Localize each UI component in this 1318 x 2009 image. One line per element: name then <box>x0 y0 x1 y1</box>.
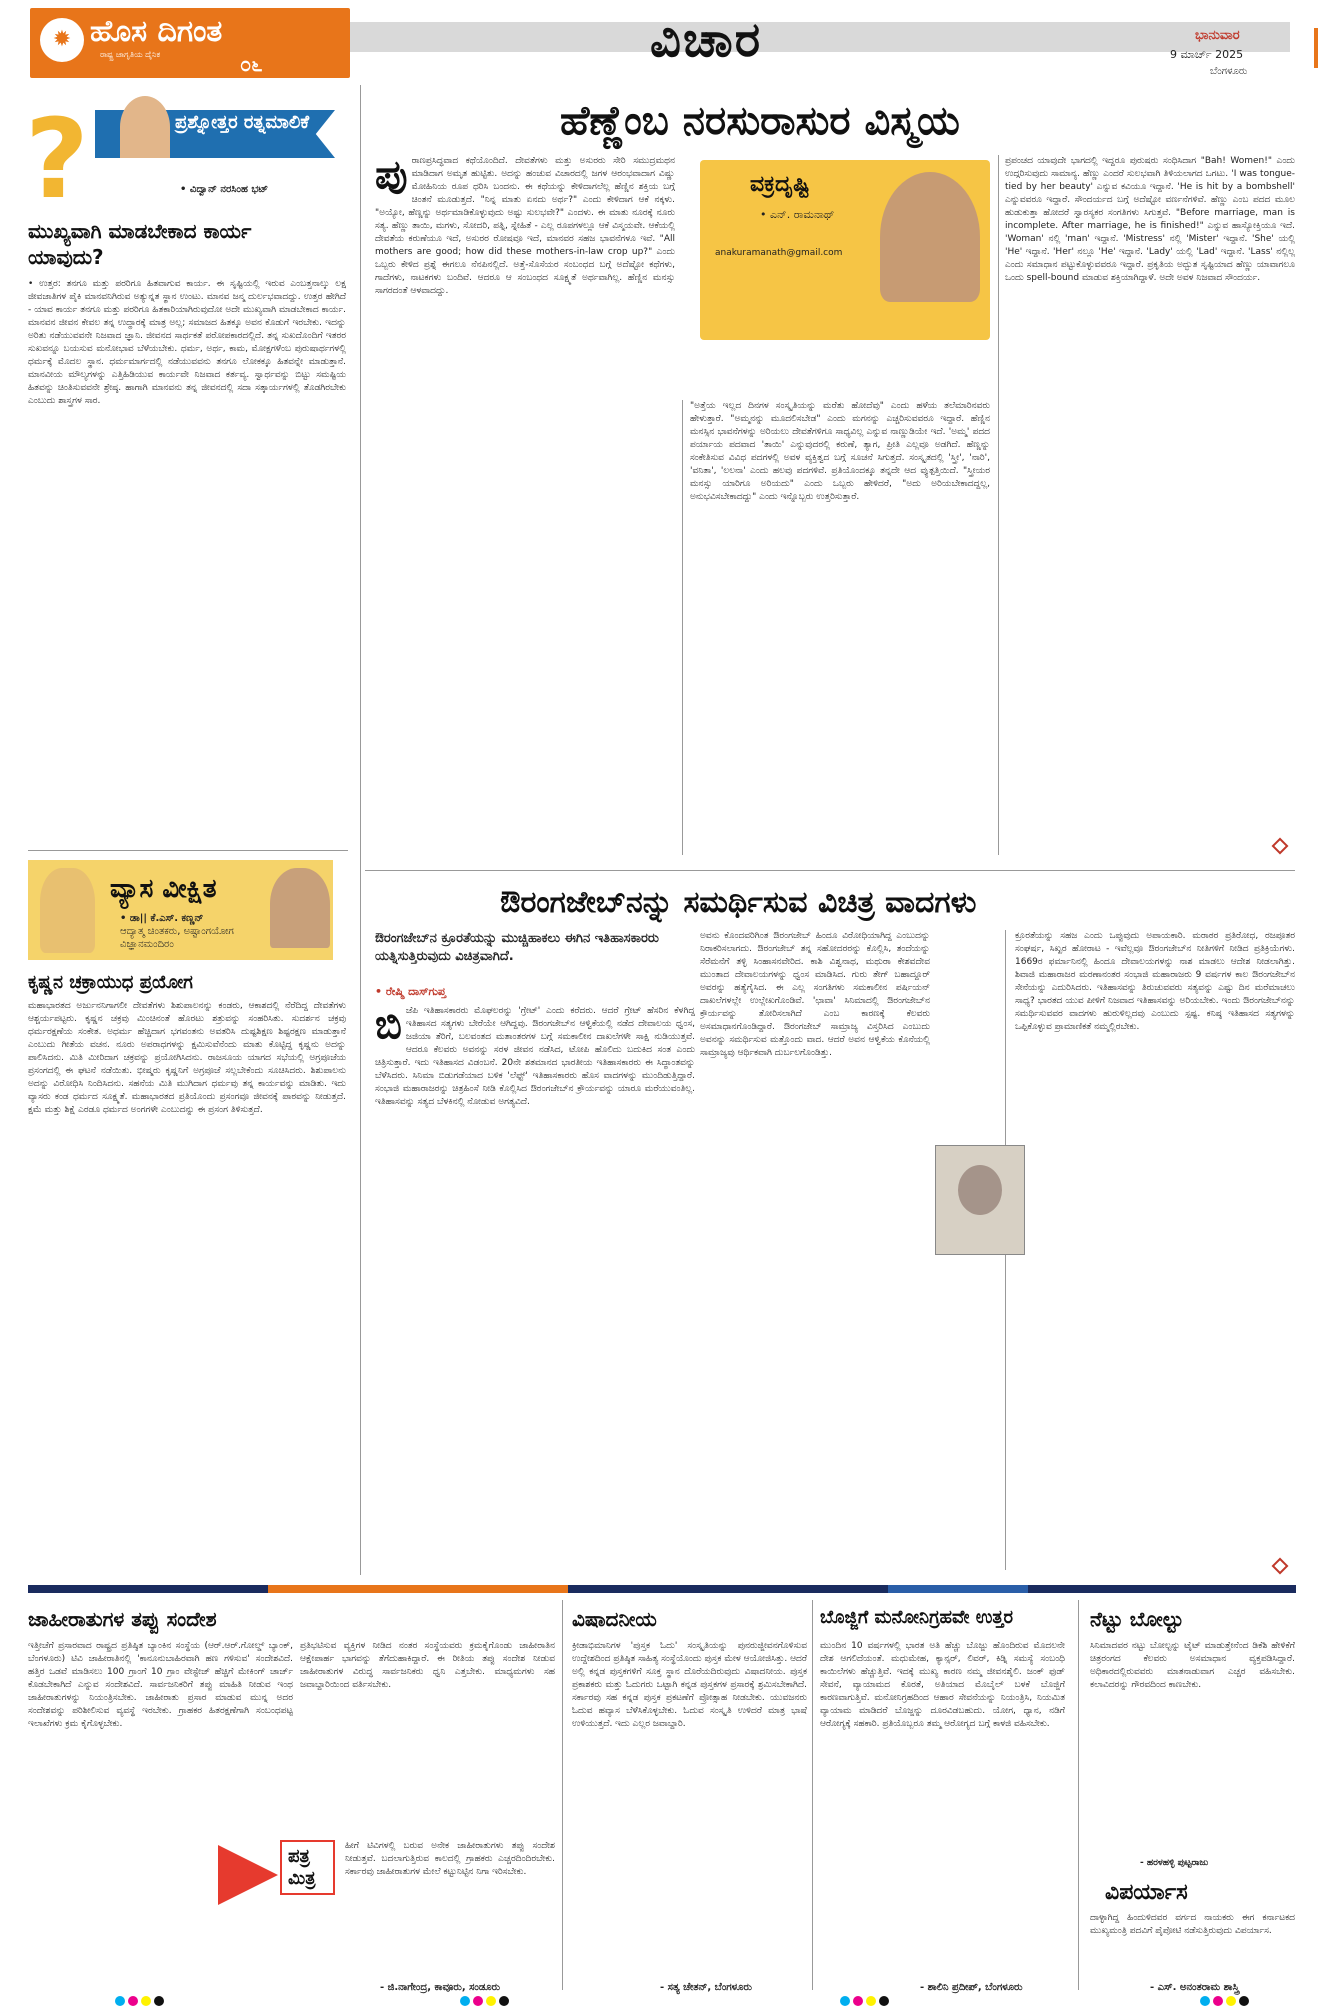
aurangzeb-headline: ಔರಂಗಜೇಬ್‌ನನ್ನು ಸಮರ್ಥಿಸುವ ವಿಚಿತ್ರ ವಾದಗಳು <box>500 885 977 920</box>
letter-nettu-signature: - ಹರಳಹಳ್ಳಿ ಪುಟ್ಟರಾಜು <box>1140 1858 1209 1868</box>
main-drop-cap: ಪು <box>375 155 408 198</box>
column-rule <box>998 155 999 855</box>
aurangzeb-drop-cap: ಬಿ <box>375 1005 402 1048</box>
masthead <box>30 8 1290 78</box>
registration-dot <box>866 1996 876 2006</box>
letter-nettu-body: ಸಿನಿಮಾದವರ ನಟ್ಟು ಬೋಲ್ಟನ್ನು ಟೈಟ್ ಮಾಡುತ್ತೇನೆಂದ ಡಿಕೆಶಿ ಹೇಳಿಕೆಗೆ ಚಿತ್ರರಂಗದ ಕೆಲವರು ಅಸಮಾಧಾನ ವ್ಯಕ್ತಪಡಿಸಿದ್ದಾರೆ. ಅಧಿಕಾರದಲ್ಲಿರುವವರು ಮಾತನಾಡುವಾಗ ಎಚ್ಚರ ವಹಿಸಬೇಕು. ಕಲಾವಿದರನ್ನು ಗೌರವದಿಂದ ಕಾಣಬೇಕು. <box>1090 1641 1295 1690</box>
brand-tagline: ರಾಷ್ಟ್ರ ಜಾಗೃತಿಯ ದೈನಿಕ <box>100 50 161 59</box>
registration-marks <box>460 1996 509 2006</box>
registration-dot <box>115 1996 125 2006</box>
column-rule <box>682 400 683 855</box>
registration-dot <box>1200 1996 1210 2006</box>
registration-marks <box>840 1996 889 2006</box>
vyasa-author-name: • ಡಾ|| ಕೆ.ಎಸ್. ಕಣ್ಣನ್ <box>120 913 204 924</box>
vyasa-illustration <box>40 868 95 953</box>
letter-viparyasa-headline: ವಿಪರ್ಯಾಸ <box>1105 1880 1188 1905</box>
aurangzeb-col2: ಅವನು ಕೊಂದವರಿಗಿಂತ ಔರಂಗಜೇಬ್ ಹಿಂದೂ ವಿರೋಧಿಯಾಗಿದ್ದ ಎಂಬುದನ್ನು ನಿರಾಕರಿಸಲಾಗದು. ಔರಂಗಜೇಬ್ ತನ್ನ ಸಹೋದರರನ್ನು ಕೊಲ್ಲಿಸಿ, ತಂದೆಯನ್ನು ಸೆರೆಮನೆಗೆ ತಳ್ಳಿ ಸಿಂಹಾಸನವೇರಿದ. ಕಾಶಿ ವಿಶ್ವನಾಥ, ಮಥುರಾ ಕೇಶವದೇವ ಮುಂತಾದ ದೇವಾಲಯಗಳನ್ನು ಧ್ವಂಸ ಮಾಡಿಸಿದ. ಗುರು ತೇಗ್ ಬಹಾದ್ದೂರ್ ಅವರನ್ನು ಹತ್ಯೆಗೈಸಿದ. ಈ ಎಲ್ಲ ಸಂಗತಿಗಳು ಸಮಕಾಲೀನ ಪರ್ಷಿಯನ್ ದಾಖಲೆಗಳಲ್ಲೇ ಉಲ್ಲೇಖಗೊಂಡಿವೆ. 'ಛಾವಾ' ಸಿನಿಮಾದಲ್ಲಿ ಔರಂಗಜೇಬ್‌ನ ಕ್ರೌರ್ಯವನ್ನು ತೋರಿಸಲಾಗಿದೆ ಎಂಬ ಕಾರಣಕ್ಕೆ ಕೆಲವರು ಅಸಮಾಧಾನಗೊಂಡಿದ್ದಾರೆ. ಔರಂಗಜೇಬ್ ಸಾಮ್ರಾಜ್ಯ ವಿಸ್ತರಿಸಿದ ಎಂಬುದು ಅವನನ್ನು ಸಮರ್ಥಿಸುವ ಮತ್ತೊಂದು ವಾದ. ಆದರೆ ಅವನ ಆಳ್ವಿಕೆಯ ಕೊನೆಯಲ್ಲಿ ಸಾಮ್ರಾಜ್ಯವು ಆರ್ಥಿಕವಾಗಿ ದುರ್ಬಲಗೊಂಡಿತ್ತು. <box>700 931 930 1058</box>
qa-author-photo <box>120 96 170 158</box>
vyasa-author <box>120 912 270 951</box>
registration-dot <box>1226 1996 1236 2006</box>
registration-dot <box>1213 1996 1223 2006</box>
main-article-col2: "ಅತ್ತೆಯ ಇಲ್ಲದ ದಿನಗಳ ಸಂಸ್ಕೃತಿಯನ್ನು ಮರೆತು ಹೋದೆವು" ಎಂದು ಹಳೆಯ ತಲೆಮಾರಿನವರು ಹೇಳುತ್ತಾರೆ. "ಅಮ್ಮನನ್ನು ಮೂದಲಿಸಬೇಡ" ಎಂದು ಮಗನನ್ನು ಎಚ್ಚರಿಸುವವರೂ ಇದ್ದಾರೆ. ಹೆಣ್ಣಿನ ಮನಸ್ಸಿನ ಭಾವನೆಗಳನ್ನು ಅರಿಯಲು ದೇವತೆಗಳಿಗೂ ಸಾಧ್ಯವಿಲ್ಲ ಎನ್ನುವ ನಾಣ್ಣುಡಿಯೇ ಇದೆ. 'ಅಮ್ಮ' ಪದದ ಪರ್ಯಾಯ ಪದವಾದ 'ತಾಯಿ' ಎನ್ನುವುದರಲ್ಲಿ ಕರುಣೆ, ತ್ಯಾಗ, ಪ್ರೀತಿ ಎಲ್ಲವೂ ಅಡಗಿದೆ. ಹೆಣ್ಣನ್ನು ಸಂಕೇತಿಸುವ ವಿವಿಧ ಪದಗಳಲ್ಲಿ ಅವಳ ವ್ಯಕ್ತಿತ್ವದ ಬಗ್ಗೆ ಸೂಚನೆ ಸಿಗುತ್ತದೆ. ಸಂಸ್ಕೃತದಲ್ಲಿ 'ಸ್ತ್ರೀ', 'ನಾರಿ', 'ವನಿತಾ', 'ಲಲನಾ' ಎಂದು ಹಲವು ಪದಗಳಿವೆ. ಪ್ರತಿಯೊಂದಕ್ಕೂ ತನ್ನದೇ ಆದ ವ್ಯುತ್ಪತ್ತಿಯಿದೆ. "ಸ್ತ್ರೀಯರ ಮನಸ್ಸು ಯಾರಿಗೂ ಅರಿಯದು" ಎಂದು ಒಬ್ಬರು ಹೇಳಿದರೆ, "ಅದು ಅರಿಯಬೇಕಾದದ್ದಲ್ಲ, ಅನುಭವಿಸಬೇಕಾದದ್ದು" ಎಂದು ಇನ್ನೊಬ್ಬರು ಉತ್ತರಿಸುತ್ತಾರೆ. <box>690 401 990 502</box>
letter-vishada-body: ಕ್ರೀಡಾಭಿಮಾನಿಗಳ 'ಪುಸ್ತಕ ಓದು' ಸಂಸ್ಕೃತಿಯನ್ನು ಪುನರುಜ್ಜೀವನಗೊಳಿಸುವ ಉದ್ದೇಶದಿಂದ ಪ್ರತಿಷ್ಠಿತ ಸಾಹಿತ್ಯ ಸಂಸ್ಥೆಯೊಂದು ಪುಸ್ತಕ ಮೇಳ ಆಯೋಜಿಸಿತ್ತು. ಆದರೆ ಅಲ್ಲಿ ಕನ್ನಡ ಪುಸ್ತಕಗಳಿಗೆ ಸೂಕ್ತ ಸ್ಥಾನ ದೊರೆಯದಿರುವುದು ವಿಷಾದನೀಯ. ಪುಸ್ತಕ ಪ್ರಕಾಶಕರು ಮತ್ತು ಓದುಗರು ಒಟ್ಟಾಗಿ ಕನ್ನಡ ಪುಸ್ತಕಗಳ ಪ್ರಸಾರಕ್ಕೆ ಶ್ರಮಿಸಬೇಕಾಗಿದೆ. ಸರ್ಕಾರವು ಸಹ ಕನ್ನಡ ಪುಸ್ತಕ ಪ್ರಕಟಣೆಗೆ ಪ್ರೋತ್ಸಾಹ ನೀಡಬೇಕು. ಯುವಜನರು ಓದುವ ಹವ್ಯಾಸ ಬೆಳೆಸಿಕೊಳ್ಳಬೇಕು. ಓದುವ ಸಂಸ್ಕೃತಿ ಉಳಿದರೆ ಮಾತ್ರ ಭಾಷೆ ಉಳಿಯುತ್ತದೆ. ಇದು ಎಲ್ಲರ ಜವಾಬ್ದಾರಿ. <box>572 1641 807 1729</box>
letter-vishada-signature: - ಸತ್ಯ ಚೇತನ್, ಬೆಂಗಳೂರು <box>660 1982 752 1993</box>
letter-ad-col1: ಇತ್ತೀಚೆಗೆ ಪ್ರಸಾರವಾದ ರಾಷ್ಟ್ರದ ಪ್ರತಿಷ್ಠಿತ ಬ್ಯಾಂಕಿನ ಸಂಸ್ಥೆಯ (ಆರ್.ಆರ್.ಗೋಲ್ಡ್ ಬ್ಯಾಂಕ್, ಬೆಂಗಳೂರು) ಟಿವಿ ಜಾಹೀರಾತಿನಲ್ಲಿ 'ಕಾನೂನುಬಾಹಿರವಾಗಿ ಹಣ ಗಳಿಸುವ' ಸಂದೇಶವಿದೆ. ಹತ್ತಿರ ಒಡವೆ ಮಾಡಿಸಲು 100 ಗ್ರಾಂಗೆ 10 ಗ್ರಾಂ ವೇಸ್ಟೇಜ್ ಹೆಚ್ಚಿಗೆ ಮೇಕಿಂಗ್ ಚಾರ್ಜ್ ಕೊಡಬೇಕಾಗಿದೆ ಎನ್ನುವ ಸಂದೇಶವಿದೆ. ಸಾರ್ವಜನಿಕರಿಗೆ ತಪ್ಪು ಮಾಹಿತಿ ನೀಡುವ ಇಂಥ ಜಾಹೀರಾತುಗಳನ್ನು ನಿಯಂತ್ರಿಸಬೇಕು. ಜಾಹೀರಾತು ಪ್ರಸಾರ ಮಾಡುವ ಮುನ್ನ ಅದರ ಸಂದೇಶವನ್ನು ಪರಿಶೀಲಿಸುವ ವ್ಯವಸ್ಥೆ ಇರಬೇಕು. ಗ್ರಾಹಕರ ಹಿತರಕ್ಷಣೆಗಾಗಿ ಸಂಬಂಧಪಟ್ಟ ಇಲಾಖೆಗಳು ಕ್ರಮ ಕೈಗೊಳ್ಳಬೇಕು. <box>28 1641 293 1729</box>
letter-vishada-headline: ವಿಷಾದನೀಯ <box>572 1607 657 1631</box>
section-title: ವಿಚಾರ <box>650 12 763 68</box>
registration-dot <box>486 1996 496 2006</box>
registration-marks <box>115 1996 164 2006</box>
section-rule <box>365 870 1295 871</box>
masthead-band <box>350 22 1290 52</box>
letter-bojja-headline: ಬೊಜ್ಜಿಗೆ ಮನೋನಿಗ್ರಹವೇ ಉತ್ತರ <box>820 1607 1014 1628</box>
question-mark-icon: ? <box>25 95 89 223</box>
main-article-col1-text: ರಾಣಪ್ರಸಿದ್ಧವಾದ ಕಥೆಯೊಂದಿದೆ. ದೇವತೆಗಳು ಮತ್ತು ಅಸುರರು ಸೇರಿ ಸಮುದ್ರಮಥನ ಮಾಡಿದಾಗ ಅಮೃತ ಹುಟ್ಟಿತು. ಅದನ್ನು ಹಂಚುವ ವಿಚಾರದಲ್ಲಿ ಜಗಳ ಆರಂಭವಾದಾಗ ವಿಷ್ಣು ಮೋಹಿನಿಯ ರೂಪ ಧರಿಸಿ ಬಂದನು. ಈ ಕಥೆಯನ್ನು ಕೇಳಿದಾಗಲೆಲ್ಲ ಹೆಣ್ಣಿನ ಶಕ್ತಿಯ ಬಗ್ಗೆ ಚಿಂತನೆ ಮೂಡುತ್ತದೆ. "ನಿನ್ನ ಮಾತು ಏನದು ಅರ್ಥ?" ಎಂದು ಕೇಳಿದಾಗ ಆಕೆ ನಕ್ಕಳು. "ಅಯ್ಯೋ, ಹೆಣ್ಣನ್ನು ಅರ್ಥಮಾಡಿಕೊಳ್ಳುವುದು ಅಷ್ಟು ಸುಲಭವೇ?" ಎಂದಳು. ಈ ಮಾತು ನೂರಕ್ಕೆ ನೂರು ಸತ್ಯ. ಹೆಣ್ಣು ತಾಯಿ, ಮಗಳು, ಸೋದರಿ, ಪತ್ನಿ, ಸ್ನೇಹಿತೆ - ಎಲ್ಲ ರೂಪಗಳಲ್ಲೂ ಆಕೆ ವಿಸ್ಮಯವೇ. ಆಕೆಯಲ್ಲಿ ದೇವತೆಯ ಕರುಣೆಯೂ ಇದೆ, ಅಸುರರ ರೋಷವೂ ಇದೆ, ಮಾನವರ ಸಹಜ ಭಾವನೆಗಳೂ ಇವೆ. "All mothers are good; how did these mothers-in-law crop up?" ಎಂದು ಒಬ್ಬರು ಕೇಳಿದ ಪ್ರಶ್ನೆ ಈಗಲೂ ನೆನಪಿನಲ್ಲಿದೆ. ಅತ್ತೆ-ಸೊಸೆಯರ ಸಂಬಂಧದ ಬಗ್ಗೆ ಅದೆಷ್ಟೋ ಕಥೆಗಳು, ಗಾದೆಗಳು, ನಾಟಕಗಳು ಬಂದಿವೆ. ಆದರೂ ಆ ಸಂಬಂಧದ ಸೂಕ್ಷ್ಮತೆ ಅರ್ಥವಾಗಿಲ್ಲ. ಹೆಣ್ಣಿನ ಮನಸ್ಸು ಸಾಗರದಂತೆ ಆಳವಾದದ್ದು. <box>375 156 675 296</box>
letters-band <box>28 1585 1296 1593</box>
patra-mitra-logo-icon <box>218 1845 278 1905</box>
vyasa-headline: ಕೃಷ್ಣನ ಚಕ್ರಾಯುಧ ಪ್ರಯೋಗ <box>28 972 193 993</box>
registration-dot <box>879 1996 889 2006</box>
registration-dot <box>1239 1996 1249 2006</box>
main-article-col3: ಪ್ರಪಂಚದ ಯಾವುದೇ ಭಾಗದಲ್ಲಿ ಇದ್ದರೂ ಪುರುಷರು ಸಂಧಿಸಿದಾಗ "Bah! Women!" ಎಂದು ಉದ್ಗರಿಸುವುದು ಸಾಮಾನ್ಯ. ಹೆಣ್ಣು ಎಂದರೆ ಸುಲಭವಾಗಿ ತಿಳಿಯಲಾಗದ ಒಗಟು. 'I was tongue-tied by her beauty' ಎನ್ನುವ ಕವಿಯೂ ಇದ್ದಾನೆ. 'He is hit by a bombshell' ಎನ್ನುವವರೂ ಇದ್ದಾರೆ. ಸೌಂದರ್ಯದ ಬಗ್ಗೆ ಅದೆಷ್ಟೋ ವರ್ಣನೆಗಳಿವೆ. ಹೆಣ್ಣು ಎಂಬ ಪದದ ಮೂಲ ಹುಡುಕುತ್ತಾ ಹೋದರೆ ಸ್ವಾರಸ್ಯಕರ ಸಂಗತಿಗಳು ಸಿಗುತ್ತವೆ. "Before marriage, man is incomplete. After marriage, he is finished!" ಎನ್ನುವ ಹಾಸ್ಯೋಕ್ತಿಯೂ ಇದೆ. 'Woman' ನಲ್ಲಿ 'man' ಇದ್ದಾನೆ. 'Mistress' ನಲ್ಲಿ 'Mister' ಇದ್ದಾನೆ. 'She' ಯಲ್ಲಿ 'He' ಇದ್ದಾನೆ. 'Her' ನಲ್ಲೂ 'He' ಇದ್ದಾನೆ. 'Lady' ಯಲ್ಲಿ 'Lad' ಇದ್ದಾನೆ. 'Lass' ನಲ್ಲಿಲ್ಲ ಎಂದು ಸಮಾಧಾನ ಪಟ್ಟುಕೊಳ್ಳುವವರೂ ಇದ್ದಾರೆ. ಪ್ರಕೃತಿಯ ಅದ್ಭುತ ಸೃಷ್ಟಿಯಾದ ಹೆಣ್ಣು ಯಾವಾಗಲೂ ಒಂದು spell-bound ಮಾಡುವ ಶಕ್ತಿಯಾಗಿದ್ದಾಳೆ. ಅದೇ ಅವಳ ನಿಜವಾದ ಸೌಂದರ್ಯ. <box>1005 156 1295 283</box>
column-rule <box>562 1600 563 1990</box>
letter-viparyasa-body: ದಾಳ್ಳಾಗಿದ್ದ ಹಿಂದುಳಿದವರ ವರ್ಗದ ನಾಯಕರು ಈಗ ಕರ್ನಾಟಕದ ಮುಖ್ಯಮಂತ್ರಿ ಪದವಿಗೆ ಪೈಪೋಟಿ ನಡೆಸುತ್ತಿರುವುದು ವಿಪರ್ಯಾಸ. <box>1090 1913 1295 1936</box>
vakra-author-photo <box>880 172 980 302</box>
letter-ad-signature: - ಜಿ.ನಾಗೇಂದ್ರ, ಕಾವೂರು, ಸಂಡೂರು <box>380 1982 501 1993</box>
aurangzeb-col1 <box>375 1005 695 1565</box>
vyasa-author-role: ಆದ್ಯಾತ್ಮ ಚಿಂತಕರು, ಅಷ್ಟಾಂಗಯೋಗ ವಿಜ್ಞಾನಮಂದಿರಂ <box>120 926 234 950</box>
aurangzeb-deck: ಔರಂಗಜೇಬ್‌ನ ಕ್ರೂರತೆಯನ್ನು ಮುಚ್ಚಿಹಾಕಲು ಈಗಿನ ಇತಿಹಾಸಕಾರರು ಯತ್ನಿಸುತ್ತಿರುವುದು ವಿಚಿತ್ರವಾಗಿದೆ. <box>375 931 659 964</box>
letter-bojja-signature: - ಶಾಲಿನಿ ಪ್ರದೀಪ್, ಬೆಂಗಳೂರು <box>920 1982 1023 1993</box>
letter-ad-headline: ಜಾಹೀರಾತುಗಳ ತಪ್ಪು ಸಂದೇಶ <box>28 1607 217 1631</box>
masthead-accent <box>1314 28 1318 68</box>
registration-dot <box>460 1996 470 2006</box>
registration-dot <box>499 1996 509 2006</box>
aurangzeb-col1-text: ಜೆಪಿ ಇತಿಹಾಸಕಾರರು ಮೊಘಲರನ್ನು 'ಗ್ರೇಟ್' ಎಂದು ಕರೆದರು. ಆದರೆ ಗ್ರೇಟ್ ಹೆಸರಿನ ಕೆಳಗಿದ್ದ ಇತಿಹಾಸದ ಸತ್ಯಗಳು ಬೇರೆಯೇ ಆಗಿದ್ದವು. ಔರಂಗಜೇಬ್‌ನ ಆಳ್ವಿಕೆಯಲ್ಲಿ ನಡೆದ ದೇವಾಲಯ ಧ್ವಂಸ, ಜಜಿಯಾ ತೆರಿಗೆ, ಬಲವಂತದ ಮತಾಂತರಗಳ ಬಗ್ಗೆ ಸಮಕಾಲೀನ ದಾಖಲೆಗಳೇ ಸಾಕ್ಷಿ ನುಡಿಯುತ್ತವೆ. ಆದರೂ ಕೆಲವರು ಅವನನ್ನು ಸರಳ ಜೀವನ ನಡೆಸಿದ, ಟೋಪಿ ಹೊಲಿದು ಬದುಕಿದ ಸಂತ ಎಂದು ಚಿತ್ರಿಸುತ್ತಾರೆ. ಇದು ಇತಿಹಾಸದ ವಿಡಂಬನೆ. 20ನೇ ಶತಮಾನದ ಭಾರತೀಯ ಇತಿಹಾಸಕಾರರು ಈ ಸಿದ್ಧಾಂತವನ್ನು ಬೆಳೆಸಿದರು. ಸಿನಿಮಾ ಬಿಡುಗಡೆಯಾದ ಬಳಿಕ 'ಲೆಫ್ಟ್' ಇತಿಹಾಸಕಾರರು ಹೊಸ ವಾದಗಳನ್ನು ಮುಂದಿಡುತ್ತಿದ್ದಾರೆ. ಸಂಭಾಜಿ ಮಹಾರಾಜರನ್ನು ಚಿತ್ರಹಿಂಸೆ ನೀಡಿ ಕೊಲ್ಲಿಸಿದ ಔರಂಗಜೇಬ್‌ನ ಕ್ರೌರ್ಯವನ್ನು ಯಾರೂ ಮರೆಯುವಂತಿಲ್ಲ. ಇತಿಹಾಸವನ್ನು ಸತ್ಯದ ಬೆಳಕಿನಲ್ಲಿ ನೋಡುವ ಅಗತ್ಯವಿದೆ. <box>375 1006 695 1107</box>
edition-day: ಭಾನುವಾರ <box>1195 28 1240 43</box>
aurangzeb-col3: ಕ್ರೂರತೆಯನ್ನು ಸಹಜ ಎಂದು ಒಪ್ಪುವುದು ಅಪಾಯಕಾರಿ. ಮರಾಠರ ಪ್ರತಿರೋಧ, ರಜಪೂತರ ಸಂಘರ್ಷ, ಸಿಖ್ಖರ ಹೋರಾಟ - ಇವೆಲ್ಲವೂ ಔರಂಗಜೇಬ್‌ನ ನೀತಿಗಳಿಗೆ ನೀಡಿದ ಪ್ರತಿಕ್ರಿಯೆಗಳು. 1669ರ ಫರ್ಮಾನಿನಲ್ಲಿ ಹಿಂದೂ ದೇವಾಲಯಗಳನ್ನು ನಾಶ ಮಾಡಲು ಆದೇಶ ನೀಡಲಾಗಿತ್ತು. ಶಿವಾಜಿ ಮಹಾರಾಜರ ಮರಣಾನಂತರ ಸಂಭಾಜಿ ಮಹಾರಾಜರು 9 ವರ್ಷಗಳ ಕಾಲ ಔರಂಗಜೇಬ್‌ನ ಸೇನೆಯನ್ನು ಎದುರಿಸಿದರು. ಇತಿಹಾಸವನ್ನು ತಿರುಚುವವರು ಸತ್ಯವನ್ನು ಎಷ್ಟು ದಿನ ಮರೆಮಾಚಲು ಸಾಧ್ಯ? ಭಾರತದ ಯುವ ಪೀಳಿಗೆ ನಿಜವಾದ ಇತಿಹಾಸವನ್ನು ಅರಿಯಬೇಕು. ಇಂದು ಔರಂಗಜೇಬ್‌ನನ್ನು ಸಮರ್ಥಿಸುವವರ ವಾದಗಳು ಹುರುಳಿಲ್ಲದವು ಎಂಬುದು ಸ್ಪಷ್ಟ. ಕನಿಷ್ಠ ಇತಿಹಾಸದ ಸತ್ಯಗಳನ್ನು ಒಪ್ಪಿಕೊಳ್ಳುವ ಪ್ರಾಮಾಣಿಕತೆ ನಮ್ಮಲ್ಲಿರಬೇಕು. <box>1015 931 1295 1032</box>
vyasa-title: ವ್ಯಾಸ ವೀಕ್ಷಿತ <box>110 874 217 904</box>
column-rule <box>812 1600 813 1990</box>
column-rule <box>360 85 361 1575</box>
page-number: ೦೬ <box>240 52 263 76</box>
section-rule <box>28 850 348 851</box>
letter-nettu-headline: ನೆಟ್ಟು ಬೋಲ್ಟು <box>1090 1607 1184 1631</box>
registration-dot <box>853 1996 863 2006</box>
brand-name: ಹೊಸ ದಿಗಂತ <box>90 14 223 49</box>
registration-dot <box>840 1996 850 2006</box>
qa-question: ಮುಖ್ಯವಾಗಿ ಮಾಡಬೇಕಾದ ಕಾರ್ಯ ಯಾವುದು? <box>28 219 252 269</box>
letter-bojja-body: ಮುಂದಿನ 10 ವರ್ಷಗಳಲ್ಲಿ ಭಾರತ ಅತಿ ಹೆಚ್ಚು ಬೊಜ್ಜು ಹೊಂದಿರುವ ಮೊದಲನೇ ದೇಶ ಆಗಲಿದೆಯಂತೆ. ಮಧುಮೇಹ, ಕ್ಯಾನ್ಸರ್, ಲಿವರ್, ಕಿಡ್ನಿ ಸಮಸ್ಯೆ ಸಂಬಂಧಿ ಕಾಯಿಲೆಗಳು ಹೆಚ್ಚುತ್ತಿವೆ. ಇದಕ್ಕೆ ಮುಖ್ಯ ಕಾರಣ ನಮ್ಮ ಜೀವನಶೈಲಿ. ಜಂಕ್ ಫುಡ್ ಸೇವನೆ, ವ್ಯಾಯಾಮದ ಕೊರತೆ, ಅತಿಯಾದ ಮೊಬೈಲ್ ಬಳಕೆ ಬೊಜ್ಜಿಗೆ ಕಾರಣವಾಗುತ್ತಿವೆ. ಮನೋನಿಗ್ರಹದಿಂದ ಆಹಾರ ಸೇವನೆಯನ್ನು ನಿಯಂತ್ರಿಸಿ, ನಿಯಮಿತ ವ್ಯಾಯಾಮ ಮಾಡಿದರೆ ಬೊಜ್ಜನ್ನು ದೂರವಿಡಬಹುದು. ಯೋಗ, ಧ್ಯಾನ, ನಡಿಗೆ ಆರೋಗ್ಯಕ್ಕೆ ಸಹಕಾರಿ. ಪ್ರತಿಯೊಬ್ಬರೂ ತಮ್ಮ ಆರೋಗ್ಯದ ಬಗ್ಗೆ ಕಾಳಜಿ ವಹಿಸಬೇಕು. <box>820 1641 1065 1729</box>
qa-author: • ವಿದ್ವಾನ್ ನರಸಿಂಹ ಭಟ್ <box>180 184 269 195</box>
main-headline: ಹೆಣ್ಣೆಂಬ ನರಸುರಾಸುರ ವಿಸ್ಮಯ <box>560 98 960 144</box>
registration-dot <box>154 1996 164 2006</box>
column-rule <box>1078 1600 1079 1990</box>
edition-city: ಬೆಂಗಳೂರು <box>1210 66 1248 77</box>
vyasa-author-photo <box>270 868 330 948</box>
aurangzeb-portrait-face <box>958 1165 1002 1215</box>
registration-marks <box>1200 1996 1249 2006</box>
letter-ad-col2: ಪ್ರತಿಭಟಿಸುವ ವ್ಯಕ್ತಿಗಳ ನೀಡಿದ ನಂತರ ಸಂಸ್ಥೆಯವರು ಕ್ರಮಕೈಗೊಂಡು ಜಾಹೀರಾತಿನ ಆಕ್ಷೇಪಾರ್ಹ ಭಾಗವನ್ನು ತೆಗೆದುಹಾಕಿದ್ದಾರೆ. ಈ ರೀತಿಯ ತಪ್ಪು ಸಂದೇಶ ನೀಡುವ ಜಾಹೀರಾತುಗಳ ವಿರುದ್ಧ ಸಾರ್ವಜನಿಕರು ಧ್ವನಿ ಎತ್ತಬೇಕು. ಮಾಧ್ಯಮಗಳು ಸಹ ಜವಾಬ್ದಾರಿಯಿಂದ ವರ್ತಿಸಬೇಕು. <box>300 1641 555 1690</box>
patra-mitra-logo-text: ಪತ್ರ ಮಿತ್ರ <box>288 1846 316 1889</box>
vakra-author: • ಎನ್. ರಾಮನಾಥ್ <box>760 208 835 221</box>
letter-viparyasa-signature: - ಎಸ್. ಅನಂತರಾಮ ಶಾಸ್ತ್ರಿ <box>1150 1982 1240 1993</box>
registration-dot <box>128 1996 138 2006</box>
qa-banner-title: ಪ್ರಶ್ನೋತ್ತರ ರತ್ನಮಾಲಿಕೆ <box>175 112 310 133</box>
vakra-email: anakuramanath@gmail.com <box>715 248 843 258</box>
qa-answer: • ಉತ್ತರ: ತನಗೂ ಮತ್ತು ಪರರಿಗೂ ಹಿತವಾಗುವ ಕಾರ್ಯ. ಈ ಸೃಷ್ಟಿಯಲ್ಲಿ ಇರುವ ಎಂಬತ್ತನಾಲ್ಕು ಲಕ್ಷ ಜೀವಜಾತಿಗಳ ಪೈಕಿ ಮಾನವನಿಗಿರುವ ಅತ್ಯುನ್ನತ ಸ್ಥಾನ ಉಂಟು. ಮಾನವ ಜನ್ಮ ದುರ್ಲಭವಾದದ್ದು. ಉತ್ತರ ಹೇಗಿದೆ - ಯಾವ ಕಾರ್ಯ ತನಗೂ ಮತ್ತು ಪರರಿಗೂ ಹಿತಕಾರಿಯಾಗಿರುವುದೋ ಅದೇ ಮುಖ್ಯವಾಗಿ ಮಾಡಬೇಕಾದ ಕಾರ್ಯ. ಮಾನವನ ಜೀವನ ಕೇವಲ ತನ್ನ ಉದ್ಧಾರಕ್ಕೆ ಮಾತ್ರ ಅಲ್ಲ; ಸಮಾಜದ ಹಿತಕ್ಕೂ ಅವನ ಕೊಡುಗೆ ಇರಬೇಕು. ಇದನ್ನು ಅರಿತು ನಡೆಯುವವನೇ ನಿಜವಾದ ಜ್ಞಾನಿ. ಜೀವನದ ಸಾರ್ಥಕತೆ ಪರೋಪಕಾರದಲ್ಲಿದೆ. ತನ್ನ ಸುಖದೊಂದಿಗೆ ಇತರರ ಸುಖವನ್ನೂ ಬಯಸುವ ಮನೋಭಾವ ಬೆಳೆಯಬೇಕು. ಧರ್ಮ, ಅರ್ಥ, ಕಾಮ, ಮೋಕ್ಷಗಳೆಂಬ ಪುರುಷಾರ್ಥಗಳಲ್ಲಿ ಧರ್ಮಕ್ಕೆ ಮೊದಲ ಸ್ಥಾನ. ಧರ್ಮಮಾರ್ಗದಲ್ಲಿ ನಡೆಯುವವನು ತನಗೂ ಲೋಕಕ್ಕೂ ಹಿತವನ್ನೇ ಮಾಡುತ್ತಾನೆ. ಮಾನವೀಯ ಮೌಲ್ಯಗಳನ್ನು ಎತ್ತಿಹಿಡಿಯುವ ಕಾರ್ಯವೇ ನಿಜವಾದ ಕರ್ತವ್ಯ. ಸ್ವಾರ್ಥವನ್ನು ಬಿಟ್ಟು ಸಮಷ್ಟಿಯ ಹಿತವನ್ನು ಚಿಂತಿಸುವವನೇ ಶ್ರೇಷ್ಠ. ಹಾಗಾಗಿ ಮಾನವನು ತನ್ನ ಜೀವನದಲ್ಲಿ ಸದಾ ಸತ್ಕಾರ್ಯಗಳಲ್ಲಿ ತೊಡಗಿರಬೇಕು ಎಂಬುದು ಶಾಸ್ತ್ರಗಳ ಸಾರ. <box>28 279 346 406</box>
registration-dot <box>141 1996 151 2006</box>
aurangzeb-byline: • ರೇಷ್ಮಿ ದಾಸ್‌ಗುಪ್ತ <box>375 985 446 998</box>
letter-ad-col3: ಹೀಗೆ ಟಿವಿಗಳಲ್ಲಿ ಬರುವ ಅನೇಕ ಜಾಹೀರಾತುಗಳು ತಪ್ಪು ಸಂದೇಶ ನೀಡುತ್ತವೆ. ಬದಲಾಗುತ್ತಿರುವ ಕಾಲದಲ್ಲಿ ಗ್ರಾಹಕರು ಎಚ್ಚರದಿಂದಿರಬೇಕು. ಸರ್ಕಾರವು ಜಾಹೀರಾತುಗಳ ಮೇಲೆ ಕಟ್ಟುನಿಟ್ಟಿನ ನಿಗಾ ಇರಿಸಬೇಕು. <box>345 1841 555 1877</box>
edition-date: 9 ಮಾರ್ಚ್ 2025 <box>1170 48 1244 61</box>
registration-dot <box>473 1996 483 2006</box>
vyasa-body: ಮಹಾಭಾರತದ ಅರ್ಜುನನಿಗಾಗಲೀ ದೇವತೆಗಳು ಶಿಶುಪಾಲನನ್ನು ಕಂಡರು, ಆಕಾಶದಲ್ಲಿ ನೆರೆದಿದ್ದ ದೇವತೆಗಳು ಆಶ್ಚರ್ಯಪಟ್ಟರು. ಕೃಷ್ಣನ ಚಕ್ರವು ಮಿಂಚಿನಂತೆ ಹೊರಟು ಶತ್ರುವನ್ನು ಸಂಹರಿಸಿತು. ಸುದರ್ಶನ ಚಕ್ರವು ಧರ್ಮರಕ್ಷಣೆಯ ಸಂಕೇತ. ಅಧರ್ಮ ಹೆಚ್ಚಿದಾಗ ಭಗವಂತನು ಅವತರಿಸಿ ದುಷ್ಟಶಿಕ್ಷಣ ಶಿಷ್ಟರಕ್ಷಣ ಮಾಡುತ್ತಾನೆ ಎಂಬುದು ಗೀತೆಯ ವಚನ. ನೂರು ಅಪರಾಧಗಳನ್ನು ಕ್ಷಮಿಸುವೆನೆಂದು ಮಾತು ಕೊಟ್ಟಿದ್ದ ಕೃಷ್ಣನು ಅದನ್ನು ಪಾಲಿಸಿದನು. ಮಿತಿ ಮೀರಿದಾಗ ಚಕ್ರವನ್ನು ಪ್ರಯೋಗಿಸಿದನು. ರಾಜಸೂಯ ಯಾಗದ ಸಭೆಯಲ್ಲಿ ಅಗ್ರಪೂಜೆಯ ಪ್ರಸಂಗದಲ್ಲಿ ಈ ಘಟನೆ ನಡೆಯಿತು. ಭೀಷ್ಮರು ಕೃಷ್ಣನಿಗೆ ಅಗ್ರಪೂಜೆ ಸಲ್ಲಬೇಕೆಂದು ಸೂಚಿಸಿದರು. ಶಿಶುಪಾಲನು ಅದನ್ನು ವಿರೋಧಿಸಿ ನಿಂದಿಸಿದನು. ಸಹನೆಯ ಮಿತಿ ಮುಗಿದಾಗ ಧರ್ಮವು ತನ್ನ ಕಾರ್ಯವನ್ನು ಮಾಡಿತು. ಇದು ವ್ಯಾಸರು ಕಂಡ ಧರ್ಮದ ಸೂಕ್ಷ್ಮತೆ. ಮಹಾಭಾರತದ ಪ್ರತಿಯೊಂದು ಪ್ರಸಂಗವೂ ಜೀವನಕ್ಕೆ ಪಾಠವನ್ನು ನೀಡುತ್ತದೆ. ಕ್ಷಮೆ ಮತ್ತು ಶಿಕ್ಷೆ ಎರಡೂ ಧರ್ಮದ ಅಂಗಗಳೇ ಎಂಬುದನ್ನು ಈ ಪ್ರಸಂಗ ತಿಳಿಸುತ್ತದೆ. <box>28 1001 346 1115</box>
vakra-title: ವಕ್ರದೃಷ್ಟಿ <box>750 172 810 197</box>
main-article-col1 <box>375 155 675 850</box>
brand-logo-icon: ✹ <box>40 18 84 62</box>
